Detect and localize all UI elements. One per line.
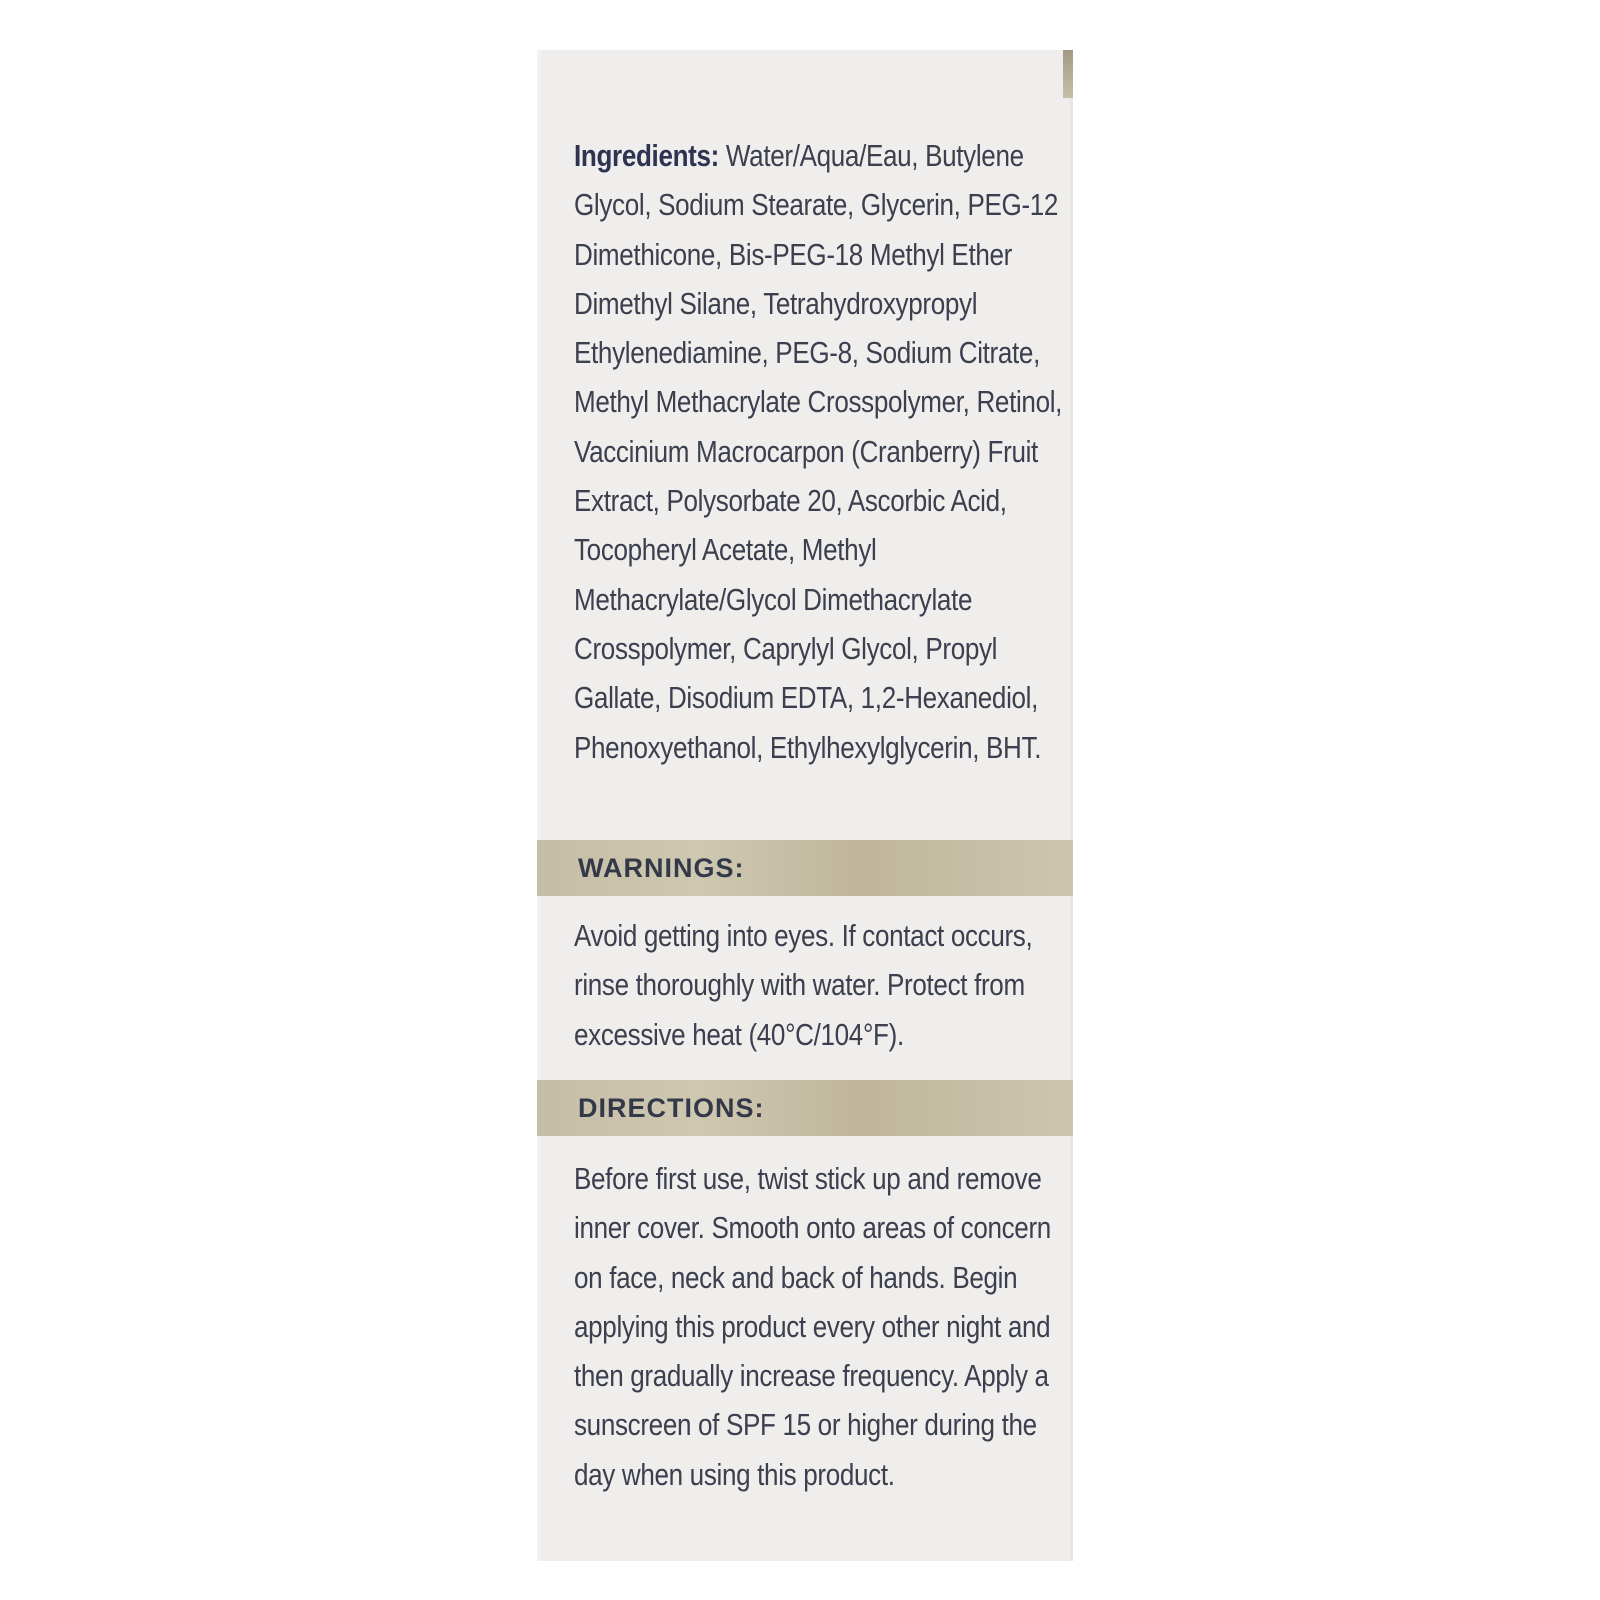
warnings-heading: WARNINGS: [578, 853, 745, 883]
ingredients-paragraph [574, 131, 1065, 772]
directions-band [537, 1080, 1073, 1136]
box-top-edge [1063, 50, 1073, 98]
ingredients-list: Water/Aqua/Eau, Butylene Glycol, Sodium Stearate, Glycerin, PEG-12 Dimethicone, Bis-PEG-18 Methyl Ether Dimethyl Silane, Tetrahydroxypropyl Ethylenediamine, PEG-8, Sodium Citrate, Methyl Methacrylate Crosspolymer, Retinol, Vaccinium Macrocarpon (Cranberry) Fruit Extract, Polysorbate 20, Ascorbic Acid, Tocopheryl Acetate, Methyl Methacrylate/Glycol Dimethacrylate Crosspolymer, Caprylyl Glycol, Propyl Gallate, Disodium EDTA, 1,2-Hexanediol, Phenoxyethanol, Ethylhexylglycerin, BHT. [574, 138, 1063, 765]
product-box-side-panel [537, 50, 1073, 1561]
warnings-paragraph: Avoid getting into eyes. If contact occurs, rinse thoroughly with water. Protect from excessive heat (40°C/104°F). [574, 918, 1033, 1052]
ingredients-label: Ingredients: [574, 138, 719, 173]
directions-heading: DIRECTIONS: [578, 1093, 765, 1123]
warnings-band [537, 840, 1073, 896]
directions-paragraph: Before first use, twist stick up and remove inner cover. Smooth onto areas of concern on face, neck and back of hands. Begin applying this product every other night and then gradually increase frequency. Apply a sunscreen of SPF 15 or higher during the day when using this product. [574, 1161, 1051, 1492]
